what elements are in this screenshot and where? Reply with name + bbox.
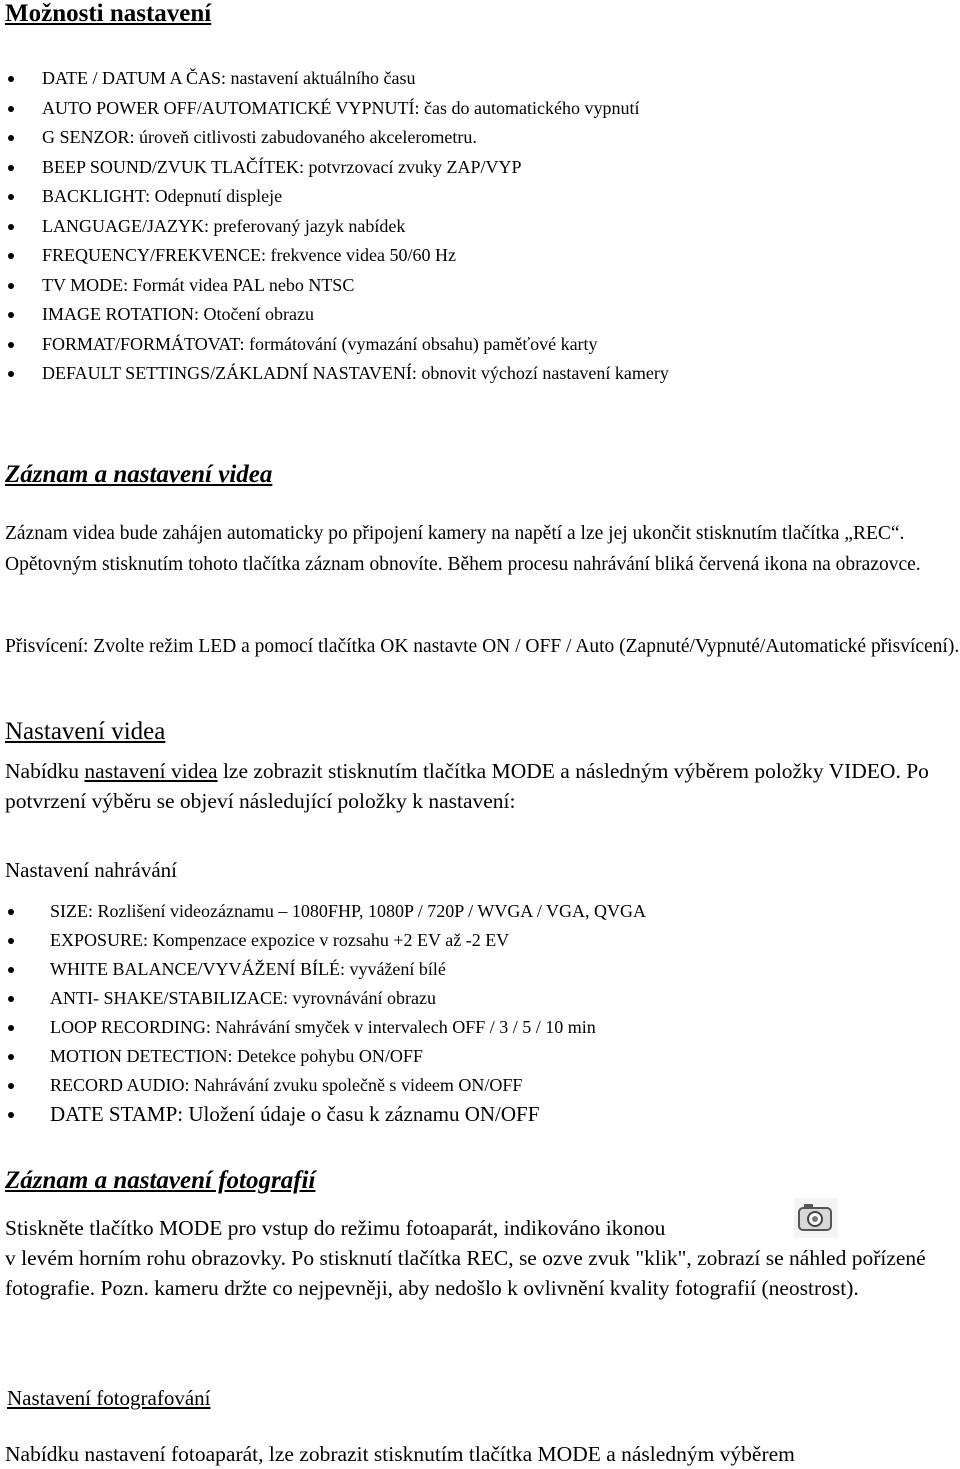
paragraph-photo-settings: Nabídku nastavení fotoaparát, lze zobrazit stisknutím tlačítka MODE a následným výběrem — [5, 1442, 795, 1466]
section-title-options: Možnosti nastavení — [5, 0, 212, 27]
paragraph-text: Stiskněte tlačítko MODE pro vstup do režimu fotoaparát, indikováno ikonou — [5, 1216, 666, 1240]
paragraph-text: v levém horním rohu obrazovky. Po stisknutí tlačítka REC, se ozve zvuk "klik", zobrazí se náhled pořízené fotografie. Pozn. kameru držte co nejpevněji, aby nedošlo k ovlivnění kvality fotografií (neostrost). — [5, 1246, 926, 1300]
list-item: LOOP RECORDING: Nahrávání smyček v intervalech OFF / 3 / 5 / 10 min — [0, 1013, 646, 1042]
list-item: FREQUENCY/FREKVENCE: frekvence videa 50/60 Hz — [0, 241, 669, 271]
paragraph-lighting: Přisvícení: Zvolte režim LED a pomocí tlačítka OK nastavte ON / OFF / Auto (Zapnuté/Vypnuté/Automatické přisvícení). — [5, 636, 960, 657]
paragraph-text: lze zobrazit stisknutím tlačítka MODE a následným výběrem položky VIDEO. Po potvrzení výběru se objeví následující položky k nastavení: — [5, 759, 929, 813]
recording-settings-list — [0, 897, 646, 1129]
section-title-photo-settings: Nastavení fotografování — [7, 1386, 211, 1410]
list-item: WHITE BALANCE/VYVÁŽENÍ BÍLÉ: vyvážení bílé — [0, 955, 646, 984]
list-item: RECORD AUDIO: Nahrávání zvuku společně s videem ON/OFF — [0, 1071, 646, 1100]
paragraph-video-settings — [5, 756, 960, 816]
list-item: BEEP SOUND/ZVUK TLAČÍTEK: potvrzovací zvuky ZAP/VYP — [0, 153, 669, 183]
list-item: FORMAT/FORMÁTOVAT: formátování (vymazání obsahu) paměťové karty — [0, 330, 669, 360]
options-list — [0, 64, 669, 389]
camera-icon — [794, 1198, 838, 1238]
list-item: TV MODE: Formát videa PAL nebo NTSC — [0, 271, 669, 301]
section-title-video-recording: Záznam a nastavení videa — [5, 461, 273, 488]
list-item: LANGUAGE/JAZYK: preferovaný jazyk nabídek — [0, 212, 669, 242]
list-item: BACKLIGHT: Odepnutí displeje — [0, 182, 669, 212]
list-item: G SENZOR: úroveň citlivosti zabudovaného akcelerometru. — [0, 123, 669, 153]
section-title-recording-settings: Nastavení nahrávání — [5, 858, 178, 882]
paragraph-text: Nabídku — [5, 759, 85, 783]
video-settings-link[interactable]: nastavení videa — [84, 759, 218, 783]
paragraph-video-recording: Záznam videa bude zahájen automaticky po připojení kamery na napětí a lze jej ukončit stisknutím tlačítka „REC“. Opětovným stisknutím tohoto tlačítka záznam obnovíte. Během procesu nahrávání bliká červená ikona na obrazovce. — [5, 523, 921, 575]
list-item: DEFAULT SETTINGS/ZÁKLADNÍ NASTAVENÍ: obnovit výchozí nastavení kamery — [0, 359, 669, 389]
section-title-video-settings: Nastavení videa — [5, 718, 166, 745]
section-title-photo-recording: Záznam a nastavení fotografií — [5, 1167, 316, 1194]
list-item: DATE STAMP: Uložení údaje o času k záznamu ON/OFF — [0, 1100, 646, 1129]
list-item: AUTO POWER OFF/AUTOMATICKÉ VYPNUTÍ: čas do automatického vypnutí — [0, 94, 669, 124]
list-item: DATE / DATUM A ČAS: nastavení aktuálního času — [0, 64, 669, 94]
list-item: IMAGE ROTATION: Otočení obrazu — [0, 300, 669, 330]
list-item: EXPOSURE: Kompenzace expozice v rozsahu +2 EV až -2 EV — [0, 926, 646, 955]
list-item: SIZE: Rozlišení videozáznamu – 1080FHP, 1080P / 720P / WVGA / VGA, QVGA — [0, 897, 646, 926]
list-item: MOTION DETECTION: Detekce pohybu ON/OFF — [0, 1042, 646, 1071]
list-item: ANTI- SHAKE/STABILIZACE: vyrovnávání obrazu — [0, 984, 646, 1013]
